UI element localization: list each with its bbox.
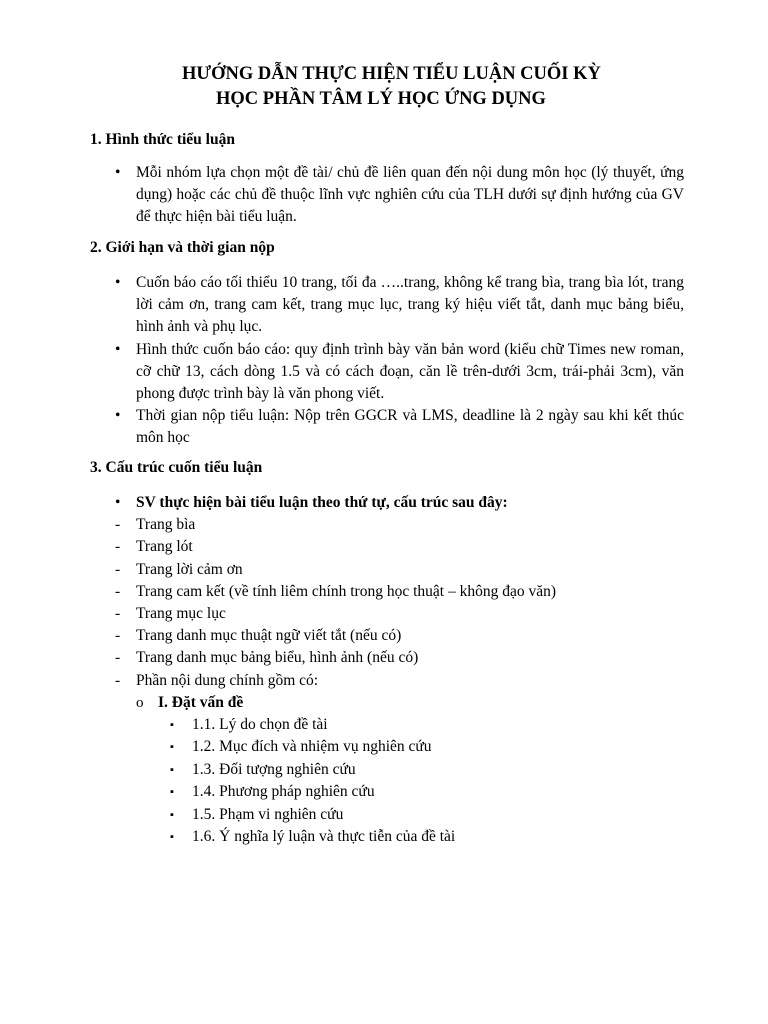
list-item <box>112 736 684 758</box>
list-item-text: Mỗi nhóm lựa chọn một đề tài/ chủ đề liên quan đến nội dung môn học (lý thuyết, ứng dụng) hoặc các chủ đề thuộc lĩnh vực nghiên cứu của TLH dưới sự định hướng của GV để thực hiện bài tiểu luận. <box>136 164 684 226</box>
list-item-text: 1.6. Ý nghĩa lý luận và thực tiễn của đề tài <box>192 828 456 846</box>
list-item-text: Cuốn báo cáo tối thiểu 10 trang, tối đa …..trang, không kể trang bìa, trang bìa lót, trang lời cảm ơn, trang cam kết, trang mục lục, trang ký hiệu viết tắt, danh mục bảng biểu, hình ảnh và phụ lục. <box>136 274 684 336</box>
dash-marker: - <box>115 671 121 689</box>
list-item-text: Phần nội dung chính gồm có: <box>136 671 319 689</box>
document-title-line-1: HƯỚNG DẪN THỰC HIỆN TIỂU LUẬN CUỐI KỲ <box>182 64 601 84</box>
section-2-heading: 2. Giới hạn và thời gian nộp <box>90 239 275 256</box>
list-item-text: Trang mục lục <box>136 605 226 623</box>
section-3-heading: 3. Cấu trúc cuốn tiểu luận <box>90 459 263 476</box>
list-item <box>112 625 684 647</box>
square-marker: ▪ <box>170 808 174 821</box>
dash-marker: - <box>115 649 121 667</box>
list-item <box>112 826 684 848</box>
list-item <box>112 272 684 339</box>
section-2-list <box>112 272 684 450</box>
list-item <box>112 339 684 406</box>
list-item <box>112 492 684 514</box>
list-item-text: Trang bìa <box>136 516 196 534</box>
section-3-list <box>112 492 684 848</box>
dash-marker: - <box>115 538 121 556</box>
list-item-text: Trang danh mục bảng biểu, hình ảnh (nếu có) <box>136 649 419 667</box>
part-1-item <box>112 692 684 714</box>
bullet-marker: • <box>115 494 121 511</box>
structure-lead-text: SV thực hiện bài tiểu luận theo thứ tự, cấu trúc sau đây: <box>136 494 508 511</box>
list-item <box>112 581 684 603</box>
dash-marker: - <box>115 560 121 578</box>
list-item-text: Trang cam kết (về tính liêm chính trong học thuật – không đạo văn) <box>136 582 556 600</box>
list-item <box>112 162 684 229</box>
list-item <box>112 603 684 625</box>
document-title-line-2: HỌC PHẦN TÂM LÝ HỌC ỨNG DỤNG <box>216 89 546 109</box>
part-1-label: I. Đặt vấn đề <box>158 693 244 711</box>
list-item <box>112 647 684 669</box>
section-1-heading: 1. Hình thức tiểu luận <box>90 131 235 148</box>
list-item-text: Trang danh mục thuật ngữ viết tắt (nếu có) <box>136 627 402 645</box>
list-item-text: Hình thức cuốn báo cáo: quy định trình bày văn bản word (kiểu chữ Times new roman, cỡ chữ 13, cách dòng 1.5 và có cách đoạn, căn lề trên-dưới 3cm, trái-phải 3cm), văn phong được trình bày là văn phong viết. <box>136 340 684 403</box>
dash-marker: - <box>115 516 121 534</box>
bullet-marker: • <box>115 164 121 181</box>
dash-marker: - <box>115 627 121 645</box>
list-item <box>112 781 684 803</box>
list-item-text: Trang lót <box>136 538 193 556</box>
dash-marker: - <box>115 605 121 623</box>
list-item <box>112 670 684 692</box>
list-item <box>112 759 684 781</box>
list-item <box>112 405 684 449</box>
square-marker: ▪ <box>170 763 174 776</box>
list-item-text: 1.5. Phạm vi nghiên cứu <box>192 805 344 823</box>
bullet-marker: • <box>115 407 121 425</box>
list-item-text: Trang lời cảm ơn <box>136 560 243 578</box>
bullet-marker: • <box>115 340 121 358</box>
square-marker: ▪ <box>170 831 174 844</box>
square-marker: ▪ <box>170 786 174 799</box>
list-item-text: 1.3. Đối tượng nghiên cứu <box>192 760 356 778</box>
circle-marker: o <box>136 694 144 711</box>
list-item-text: 1.2. Mục đích và nhiệm vụ nghiên cứu <box>192 738 432 756</box>
list-item-text: Thời gian nộp tiểu luận: Nộp trên GGCR và LMS, deadline là 2 ngày sau khi kết thúc môn học <box>136 407 684 447</box>
list-item <box>112 559 684 581</box>
square-marker: ▪ <box>170 719 174 732</box>
list-item <box>112 536 684 558</box>
bullet-marker: • <box>115 274 121 291</box>
list-item-text: 1.1. Lý do chọn đề tài <box>192 716 328 734</box>
list-item <box>112 514 684 536</box>
list-item <box>112 804 684 826</box>
dash-marker: - <box>115 582 121 600</box>
section-1-list <box>112 162 684 229</box>
list-item <box>112 714 684 736</box>
square-marker: ▪ <box>170 741 174 754</box>
list-item-text: 1.4. Phương pháp nghiên cứu <box>192 783 375 801</box>
